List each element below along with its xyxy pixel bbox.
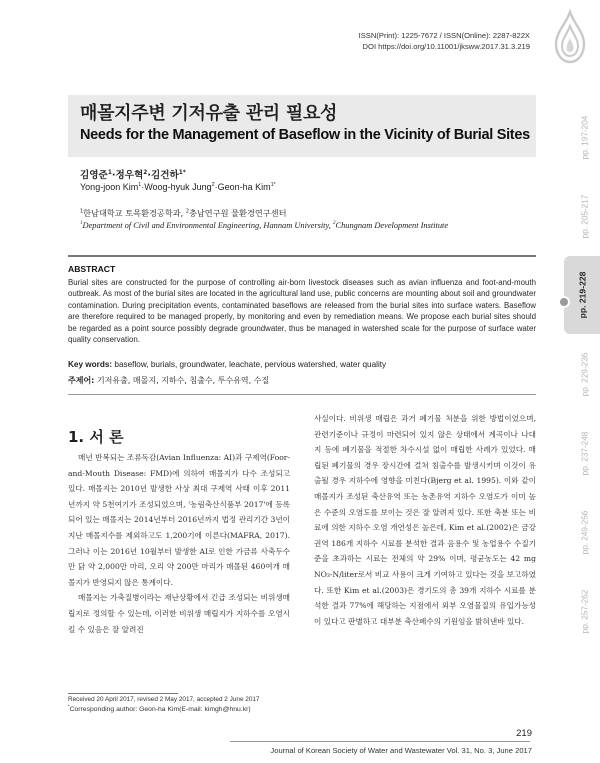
divider xyxy=(68,394,536,395)
tab-label: pp. 237-248 xyxy=(580,431,590,475)
paragraph: 매몰지는 가축질병이라는 재난상황에서 긴급 조성되는 비위생매립지로 정의할 수 있는데, 이러한 비위생 매립지가 지하수를 오염시킬 수 있음은 잘 알려진 xyxy=(68,593,290,634)
affiliation: 한남대학교 토목환경공학과 xyxy=(83,208,181,218)
author-name: 김영준 xyxy=(80,170,108,181)
tab-label: pp. 257-262 xyxy=(580,589,590,633)
page-range-tab[interactable] xyxy=(570,335,600,413)
footnote-divider xyxy=(68,693,178,694)
paragraph: 매년 반복되는 조류독감(Avian Influenza: AI)과 구제역(Foor-and-Mouth Disease: FMD)에 의하여 매몰지가 다수 조성되고 있다. 매몰지는 2010년 발생한 사상 최대 구제역 사태 이후 2011년까지 약 5천여기가 조성되었으며, '농림축산식품부 2017'에 등록되어 있는 매몰지는 2014년부터 2016년까지 법정 관리기간 3년이 지난 매몰지수를 제외하고도 1,200기에 이른다(MAFRA, 2017). 그러나 이는 2016년 10월부터 발생한 AI로 인한 가금류 사축두수만 닭 약 2,000만 마리, 오리 약 200만 마리가 매몰된 460여개 매몰지가 반영되지 않은 통계이다. xyxy=(68,453,290,587)
page-range-tab[interactable] xyxy=(570,493,600,571)
author-mark: 1* xyxy=(270,182,276,188)
affiliation: Chungnam Development Institute xyxy=(335,221,449,230)
divider xyxy=(230,741,530,742)
abstract-heading: ABSTRACT xyxy=(68,264,116,274)
korean-title: 매몰지주변 기저유출 관리 필요성 xyxy=(80,103,338,124)
author-name: Geon-ha Kim xyxy=(217,182,271,192)
author-name: Woog-hyuk Jung xyxy=(144,182,212,192)
author-name: 김건하 xyxy=(150,170,179,181)
keywords-list: baseflow, burials, groundwater, leachate, pervious watershed, water quality xyxy=(114,360,387,369)
affiliations-english: $^1$Department of Civil and Environmental Engineering, Hannam University, $^2$Chungnam Development Institute xyxy=(80,221,449,230)
affiliation: 충남연구원 물환경연구센터 xyxy=(188,208,287,218)
author-mark: 2 xyxy=(211,182,215,188)
section-heading: 1. 서 론 xyxy=(68,428,124,446)
doi-link[interactable]: DOI https://doi.org/10.11001/jksww.2017.31.3.219 xyxy=(362,42,530,51)
affiliation: Department of Civil and Environmental Engineering, Hannam University xyxy=(82,221,329,230)
journal-citation: Journal of Korean Society of Water and Wastewater Vol. 31, No. 3, June 2017 xyxy=(270,746,532,755)
author-mark: 1 xyxy=(107,169,112,176)
body-column-left xyxy=(68,450,290,637)
journal-logo-icon xyxy=(548,8,592,68)
tab-label: pp. 205-217 xyxy=(580,194,590,238)
page-range-tab[interactable] xyxy=(570,414,600,492)
abstract-text: Burial sites are constructed for the purpose of controlling air-born livestock diseases such as avian influenza and foot-and-mouth outbreak. As most of the burial sites are located in the agricultural land use, public concerns are mounting about soil and groundwater contamination. During precipitation events, contaminated baseflows are released from the burial sites into surface waters. Baseflow are therefore required to be managed properly, by monitoring and even by remediation means. We propose each burial sites should be regarded as a point source possibly degrade groundwater, thus be managed in watershed scale for the purpose of surface water quality conservation. xyxy=(68,278,536,345)
tab-label: pp. 219-228 xyxy=(577,271,587,319)
author-mark: 1* xyxy=(178,169,186,176)
current-marker-icon xyxy=(558,296,570,308)
body-column-right xyxy=(314,411,536,629)
issn-block xyxy=(359,30,530,52)
tab-label: pp. 197-204 xyxy=(580,115,590,159)
authors-korean: 김영준$^1$·정우혁$^2$·김건하$^{1*}$ xyxy=(80,169,186,181)
author-mark: 2 xyxy=(143,169,148,176)
divider xyxy=(68,255,536,257)
tab-label: pp. 229-236 xyxy=(580,352,590,396)
authors-english: Yong-joon Kim$^1$·Woog-hyuk Jung$^2$·Geon-ha Kim$^{1*}$ xyxy=(80,182,276,192)
corresponding-author: *Corresponding author: Geon-ha Kim(E-mail: kimgh@hnu.kr) xyxy=(68,703,251,713)
keywords-korean xyxy=(68,375,269,386)
page-number: 219 xyxy=(516,728,532,739)
keywords-list: 기저유출, 매몰지, 지하수, 침출수, 투수유역, 수질 xyxy=(96,376,270,385)
page-range-tab-active[interactable] xyxy=(564,256,600,334)
tab-label: pp. 249-256 xyxy=(580,510,590,554)
received-dates: Received 20 April 2017, revised 2 May 2017, accepted 2 June 2017 xyxy=(68,696,260,703)
issn-line: ISSN(Print): 1225-7672 / ISSN(Online): 2287-822X xyxy=(358,31,530,40)
english-title: Needs for the Management of Baseflow in the Vicinity of Burial Sites xyxy=(80,127,530,143)
keywords-label: 주제어: xyxy=(68,376,95,385)
author-name: 정우혁 xyxy=(115,170,144,181)
keywords-label: Key words: xyxy=(68,360,113,369)
page-range-tab[interactable] xyxy=(570,98,600,176)
page-range-tab[interactable] xyxy=(570,572,600,650)
affiliations-korean: $^1$한남대학교 토목환경공학과, $^2$충남연구원 물환경연구센터 xyxy=(80,208,287,218)
author-name: Yong-joon Kim xyxy=(80,182,139,192)
author-mark: 1 xyxy=(138,182,142,188)
corresponding-text: Corresponding author: Geon-ha Kim(E-mail: kimgh@hnu.kr) xyxy=(69,706,251,713)
keywords-english xyxy=(68,360,386,369)
page-range-tab[interactable] xyxy=(570,177,600,255)
paragraph: 사실이다. 비위생 매립은 과거 폐기물 처분을 위한 방법이었으며, 관련기준이나 규정이 마련되어 있지 않은 상태에서 계곡이나 나대지 등에 폐기물을 적절한 차수시설 없이 매립한 사례가 있었다. 매립된 폐기물의 경우 장시간에 걸쳐 침출수를 발생시키며 이것이 유출될 경우 지하수에 영향을 미친다(Bjerg et al. 1995). 이와 같이 매몰지가 조성된 축산유역 또는 농촌유역 지하수 오염도가 이미 높은 수준의 오염도를 보이는 것은 잘 알려져 있다. 또한 축분 또는 비료에 의한 지하수 오염 개연성은 높은데, Kim et al.(2002)은 금강권역 186개 지하수 시료를 분석한 결과 음용수 및 농업용수 수질기준을 초과하는 시료는 전체의 약 29% 이며, 평균농도는 42 mg NO₃-N/liter로서 비교 사용이 크게 기여하고 있다는 것을 보고하였다. 또한 Kim et al.(2003)은 경기도의 총 39개 지하수 시료를 분석한 결과 77%에 해당하는 지점에서 외부 오염물질의 유입가능성이 있다고 판별하고 대부분 축산폐수의 기원임을 밝혀낸바 있다. xyxy=(314,414,536,626)
